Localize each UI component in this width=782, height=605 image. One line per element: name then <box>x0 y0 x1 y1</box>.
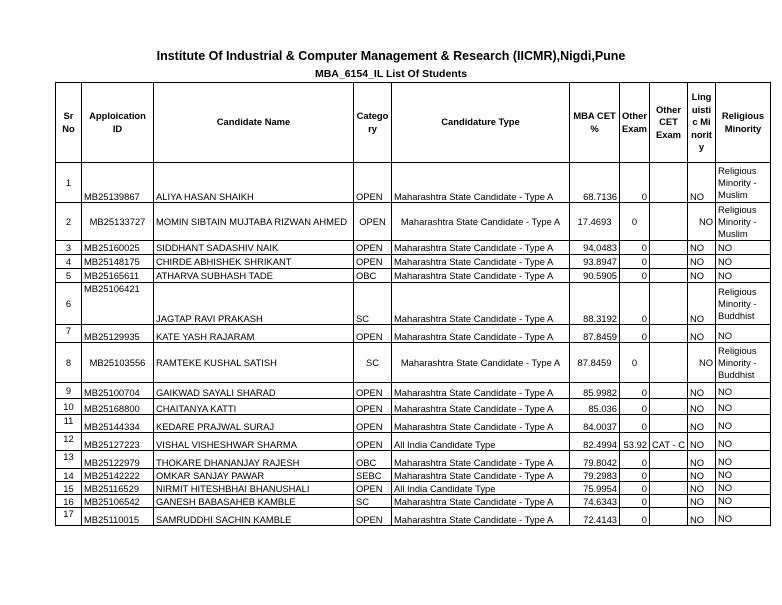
page-title: Institute Of Industrial & Computer Management & Research (IICMR),Nigdi,Pune <box>156 49 626 63</box>
cell-cand-type: Maharashtra State Candidate - Type A <box>392 163 570 203</box>
cell-category: OPEN <box>354 255 392 269</box>
cell-sr: 2 <box>56 203 82 241</box>
cell-linguistic: NO <box>688 203 716 241</box>
cell-mba-cet: 87.8459 <box>570 343 620 383</box>
cell-sr: 12 <box>56 433 82 451</box>
cell-category: SC <box>354 283 392 325</box>
cell-religious: NO <box>716 495 771 508</box>
cell-mba-cet: 74.6343 <box>570 495 620 508</box>
cell-category: SEBC <box>354 469 392 482</box>
cell-religious: Religious Minority - Muslim <box>716 163 771 203</box>
cell-linguistic: NO <box>688 399 716 415</box>
cell-religious: NO <box>716 451 771 469</box>
cell-mba-cet: 93.8947 <box>570 255 620 269</box>
cell-category: OPEN <box>354 415 392 433</box>
students-table <box>55 82 771 526</box>
cell-mba-cet: 68.7136 <box>570 163 620 203</box>
cell-sr: 8 <box>56 343 82 383</box>
cell-other-cet <box>650 508 688 526</box>
cell-sr: 1 <box>56 163 82 203</box>
cell-religious: NO <box>716 241 771 255</box>
cell-mba-cet: 82.4994 <box>570 433 620 451</box>
cell-name: GAIKWAD SAYALI SHARAD <box>154 383 354 399</box>
cell-linguistic: NO <box>688 433 716 451</box>
cell-mba-cet: 72.4143 <box>570 508 620 526</box>
cell-cand-type: All India Candidate Type <box>392 433 570 451</box>
cell-other-cet <box>650 399 688 415</box>
cell-linguistic: NO <box>688 163 716 203</box>
cell-other-exam: 0 <box>620 399 650 415</box>
cell-religious: NO <box>716 469 771 482</box>
cell-sr: 10 <box>56 399 82 415</box>
cell-mba-cet: 75.9954 <box>570 482 620 495</box>
cell-linguistic: NO <box>688 383 716 399</box>
cell-religious: NO <box>716 383 771 399</box>
cell-sr: 5 <box>56 269 82 283</box>
cell-category: SC <box>354 495 392 508</box>
cell-app-id: MB25168800 <box>82 399 154 415</box>
cell-cand-type: Maharashtra State Candidate - Type A <box>392 399 570 415</box>
page-subtitle: MBA_6154_IL List Of Students <box>314 68 468 80</box>
cell-other-exam: 0 <box>620 163 650 203</box>
cell-cand-type: Maharashtra State Candidate - Type A <box>392 283 570 325</box>
cell-cand-type: Maharashtra State Candidate - Type A <box>392 495 570 508</box>
cell-other-exam: 0 <box>620 482 650 495</box>
cell-name: SAMRUDDHI SACHIN KAMBLE <box>154 508 354 526</box>
cell-mba-cet: 87.8459 <box>570 325 620 343</box>
cell-linguistic: NO <box>688 482 716 495</box>
cell-category: OPEN <box>354 163 392 203</box>
cell-other-cet <box>650 163 688 203</box>
table-row <box>56 482 771 495</box>
cell-other-exam: 0 <box>620 415 650 433</box>
cell-other-exam: 0 <box>620 269 650 283</box>
cell-mba-cet: 17.4693 <box>570 203 620 241</box>
header-row <box>56 83 771 163</box>
cell-other-exam: 0 <box>620 325 650 343</box>
header-linguistic: Linguistic Minority <box>688 83 716 163</box>
cell-other-cet <box>650 255 688 269</box>
cell-linguistic: NO <box>688 469 716 482</box>
cell-sr: 7 <box>56 325 82 343</box>
cell-religious: NO <box>716 255 771 269</box>
table-row <box>56 508 771 526</box>
cell-cand-type: Maharashtra State Candidate - Type A <box>392 451 570 469</box>
cell-category: OPEN <box>354 482 392 495</box>
cell-other-exam: 53.92 <box>620 433 650 451</box>
cell-other-cet <box>650 241 688 255</box>
cell-other-exam: 0 <box>620 469 650 482</box>
cell-other-cet <box>650 203 688 241</box>
cell-other-cet <box>650 383 688 399</box>
cell-other-exam: 0 <box>620 343 650 383</box>
cell-religious: Religious Minority - Buddhist <box>716 343 771 383</box>
cell-name: MOMIN SIBTAIN MUJTABA RIZWAN AHMED <box>154 203 354 241</box>
cell-religious: NO <box>716 433 771 451</box>
cell-app-id: MB25106542 <box>82 495 154 508</box>
cell-other-cet <box>650 451 688 469</box>
cell-name: SIDDHANT SADASHIV NAIK <box>154 241 354 255</box>
cell-cand-type: Maharashtra State Candidate - Type A <box>392 203 570 241</box>
cell-other-cet <box>650 469 688 482</box>
cell-name: GANESH BABASAHEB KAMBLE <box>154 495 354 508</box>
cell-cand-type: Maharashtra State Candidate - Type A <box>392 383 570 399</box>
cell-app-id: MB25116529 <box>82 482 154 495</box>
cell-app-id: MB25160025 <box>82 241 154 255</box>
table-row <box>56 241 771 255</box>
cell-app-id: MB25142222 <box>82 469 154 482</box>
cell-app-id: MB25133727 <box>82 203 154 241</box>
cell-app-id: MB25106421 <box>82 283 154 325</box>
cell-mba-cet: 79.2983 <box>570 469 620 482</box>
cell-mba-cet: 88.3192 <box>570 283 620 325</box>
cell-name: NIRMIT HITESHBHAI BHANUSHALI <box>154 482 354 495</box>
cell-name: CHAITANYA KATTI <box>154 399 354 415</box>
table-row <box>56 383 771 399</box>
header-cand-type: Candidature Type <box>392 83 570 163</box>
cell-linguistic: NO <box>688 415 716 433</box>
cell-other-cet <box>650 495 688 508</box>
cell-category: OPEN <box>354 203 392 241</box>
cell-religious: NO <box>716 325 771 343</box>
cell-name: ATHARVA SUBHASH TADE <box>154 269 354 283</box>
table-row <box>56 415 771 433</box>
cell-mba-cet: 85.9982 <box>570 383 620 399</box>
cell-mba-cet: 84.0037 <box>570 415 620 433</box>
cell-app-id: MB25165611 <box>82 269 154 283</box>
cell-cand-type: Maharashtra State Candidate - Type A <box>392 508 570 526</box>
cell-other-cet <box>650 482 688 495</box>
cell-category: OBC <box>354 451 392 469</box>
cell-religious: NO <box>716 415 771 433</box>
cell-category: OPEN <box>354 383 392 399</box>
cell-mba-cet: 90.5905 <box>570 269 620 283</box>
cell-category: OPEN <box>354 325 392 343</box>
table-row <box>56 399 771 415</box>
cell-app-id: MB25148175 <box>82 255 154 269</box>
cell-name: OMKAR SANJAY PAWAR <box>154 469 354 482</box>
cell-category: OPEN <box>354 399 392 415</box>
header-mba-cet: MBA CET % <box>570 83 620 163</box>
cell-other-exam: 0 <box>620 451 650 469</box>
cell-other-exam: 0 <box>620 255 650 269</box>
table-row <box>56 469 771 482</box>
cell-cand-type: Maharashtra State Candidate - Type A <box>392 255 570 269</box>
cell-sr: 15 <box>56 482 82 495</box>
cell-religious: Religious Minority - Muslim <box>716 203 771 241</box>
cell-linguistic: NO <box>688 283 716 325</box>
cell-other-exam: 0 <box>620 495 650 508</box>
table-row <box>56 451 771 469</box>
cell-name: KEDARE PRAJWAL SURAJ <box>154 415 354 433</box>
cell-mba-cet: 94.0483 <box>570 241 620 255</box>
cell-religious: NO <box>716 269 771 283</box>
cell-religious: NO <box>716 508 771 526</box>
header-other-exam: Other Exam <box>620 83 650 163</box>
cell-linguistic: NO <box>688 495 716 508</box>
table-row <box>56 163 771 203</box>
cell-cand-type: Maharashtra State Candidate - Type A <box>392 269 570 283</box>
cell-linguistic: NO <box>688 508 716 526</box>
header-other-cet: Other CET Exam <box>650 83 688 163</box>
cell-sr: 14 <box>56 469 82 482</box>
cell-sr: 9 <box>56 383 82 399</box>
cell-other-cet <box>650 325 688 343</box>
cell-app-id: MB25100704 <box>82 383 154 399</box>
cell-sr: 4 <box>56 255 82 269</box>
cell-linguistic: NO <box>688 269 716 283</box>
cell-linguistic: NO <box>688 325 716 343</box>
cell-other-exam: 0 <box>620 283 650 325</box>
cell-cand-type: Maharashtra State Candidate - Type A <box>392 241 570 255</box>
cell-app-id: MB25139867 <box>82 163 154 203</box>
cell-app-id: MB25103556 <box>82 343 154 383</box>
cell-linguistic: NO <box>688 241 716 255</box>
cell-category: OPEN <box>354 508 392 526</box>
cell-other-cet <box>650 269 688 283</box>
cell-other-cet <box>650 415 688 433</box>
cell-sr: 17 <box>56 508 82 526</box>
cell-sr: 13 <box>56 451 82 469</box>
table-row <box>56 255 771 269</box>
cell-other-cet <box>650 343 688 383</box>
cell-category: SC <box>354 343 392 383</box>
cell-cand-type: Maharashtra State Candidate - Type A <box>392 469 570 482</box>
cell-app-id: MB25110015 <box>82 508 154 526</box>
cell-mba-cet: 79.8042 <box>570 451 620 469</box>
cell-linguistic: NO <box>688 451 716 469</box>
cell-other-exam: 0 <box>620 508 650 526</box>
cell-cand-type: All India Candidate Type <box>392 482 570 495</box>
cell-mba-cet: 85.036 <box>570 399 620 415</box>
cell-name: VISHAL VISHESHWAR SHARMA <box>154 433 354 451</box>
cell-app-id: MB25144334 <box>82 415 154 433</box>
cell-app-id: MB25122979 <box>82 451 154 469</box>
cell-name: JAGTAP RAVI PRAKASH <box>154 283 354 325</box>
cell-other-cet <box>650 283 688 325</box>
header-sr: Sr No <box>56 83 82 163</box>
cell-sr: 3 <box>56 241 82 255</box>
cell-name: CHIRDE ABHISHEK SHRIKANT <box>154 255 354 269</box>
cell-name: ALIYA HASAN SHAIKH <box>154 163 354 203</box>
cell-religious: NO <box>716 482 771 495</box>
header-category: Category <box>354 83 392 163</box>
cell-cand-type: Maharashtra State Candidate - Type A <box>392 343 570 383</box>
cell-sr: 11 <box>56 415 82 433</box>
cell-name: RAMTEKE KUSHAL SATISH <box>154 343 354 383</box>
cell-app-id: MB25129935 <box>82 325 154 343</box>
cell-category: OPEN <box>354 433 392 451</box>
cell-other-exam: 0 <box>620 383 650 399</box>
table-row <box>56 269 771 283</box>
table-row <box>56 325 771 343</box>
cell-linguistic: NO <box>688 343 716 383</box>
cell-category: OBC <box>354 269 392 283</box>
cell-name: KATE YASH RAJARAM <box>154 325 354 343</box>
cell-other-exam: 0 <box>620 241 650 255</box>
cell-other-cet: CAT - C <box>650 433 688 451</box>
cell-religious: NO <box>716 399 771 415</box>
cell-app-id: MB25127223 <box>82 433 154 451</box>
cell-sr: 16 <box>56 495 82 508</box>
table-row <box>56 343 771 383</box>
table-row <box>56 283 771 325</box>
cell-cand-type: Maharashtra State Candidate - Type A <box>392 325 570 343</box>
cell-sr: 6 <box>56 283 82 325</box>
cell-other-exam: 0 <box>620 203 650 241</box>
table-row <box>56 203 771 241</box>
header-name: Candidate Name <box>154 83 354 163</box>
table-row <box>56 495 771 508</box>
header-religious: Religious Minority <box>716 83 771 163</box>
cell-name: THOKARE DHANANJAY RAJESH <box>154 451 354 469</box>
header-app-id: Apploication ID <box>82 83 154 163</box>
cell-religious: Religious Minority - Buddhist <box>716 283 771 325</box>
cell-linguistic: NO <box>688 255 716 269</box>
cell-category: OPEN <box>354 241 392 255</box>
cell-cand-type: Maharashtra State Candidate - Type A <box>392 415 570 433</box>
table-row <box>56 433 771 451</box>
